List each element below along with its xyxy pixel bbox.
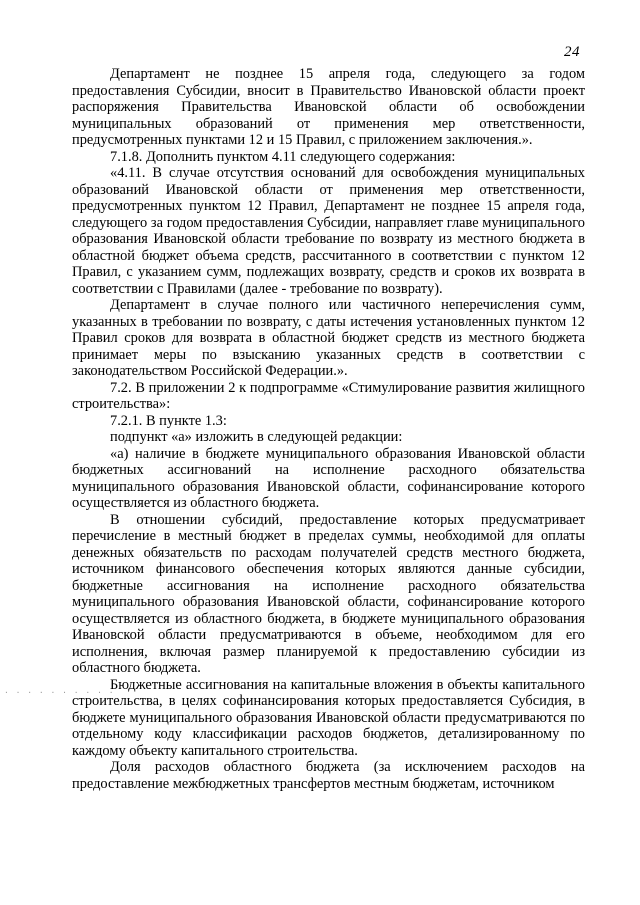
paragraph-expense-share: Доля расходов областного бюджета (за исключением расходов на предоставление межбюджетных трансфертов местным бюджетам, источником (72, 759, 585, 792)
paragraph-department-deadline: Департамент не позднее 15 апреля года, следующего за годом предоставления Субсидии, вносит в Правительство Ивановской области проект распоряжения Правительства Ивановской области об освобождении муниципальных образований от применения мер ответственности, предусмотренных пунктами 12 и 15 Правил, с приложением заключения.». (72, 66, 585, 148)
paragraph-department-recovery: Департамент в случае полного или частичного неперечисления сумм, указанных в требовании по возврату, с даты истечения установленных пунктом 12 Правил сроков для возврата в областной бюджет средств из местного бюджета принимает меры по взысканию указанных средств в соответствии с законодательством Российской Федерации.». (72, 297, 585, 379)
margin-mark: · · · · · · · · · · (4, 688, 115, 697)
paragraph-item-4-11: «4.11. В случае отсутствия оснований для освобождения муниципальных образований Ивановской области от применения мер ответственности, предусмотренных пунктом 12 Правил, Департамент не позднее 15 апреля года, следующего за годом предоставления Субсидии, направляет главе муниципального образования Ивановской области требование по возврату из местного бюджета в областной бюджет объема средств, рассчитанного в соответствии с пунктом 12 Правил, с указанием сумм, подлежащих возврату, средств и сроков их возврата в соответствии с Правилами (далее - требование по возврату). (72, 165, 585, 297)
paragraph-item-7-2-1: 7.2.1. В пункте 1.3: (110, 412, 227, 429)
paragraph-item-7-2: 7.2. В приложении 2 к подпрограмме «Стимулирование развития жилищного строительства»: (72, 379, 585, 412)
paragraph-capital-investments: Бюджетные ассигнования на капитальные вложения в объекты капитального строительства, в целях софинансирования которых предоставляется Субсидия, в бюджете муниципального образования Ивановской области предусматриваются по отдельному коду классификации расходов бюджетов, детализированному по каждому объекту капитального строительства. (72, 676, 585, 759)
paragraph-item-7-1-8: 7.1.8. Дополнить пунктом 4.11 следующего содержания: (110, 148, 456, 165)
paragraph-subitem-a: «а) наличие в бюджете муниципального образования Ивановской области бюджетных ассигнований на исполнение расходного обязательства муниципального образования Ивановской области, софинансирование которого осуществляется из областного бюджета. (72, 445, 585, 511)
document-body (72, 66, 585, 792)
paragraph-subsidies-transfer: В отношении субсидий, предоставление которых предусматривает перечисление в местный бюджет в пределах суммы, необходимой для оплаты денежных обязательств по расходам получателей средств местного бюджета, источником финансового обеспечения которых являются данные субсидии, бюджетные ассигнования на исполнение расходного обязательства муниципального образования Ивановской области, софинансирование которого осуществляется из областного бюджета, в бюджете муниципального образования Ивановской области предусматриваются в объеме, необходимом для его исполнения, включая размер планируемой к предоставлению субсидии из областного бюджета. (72, 511, 585, 676)
page-number: 24 (564, 44, 580, 60)
paragraph-subitem-a-intro: подпункт «а» изложить в следующей редакции: (110, 429, 403, 445)
